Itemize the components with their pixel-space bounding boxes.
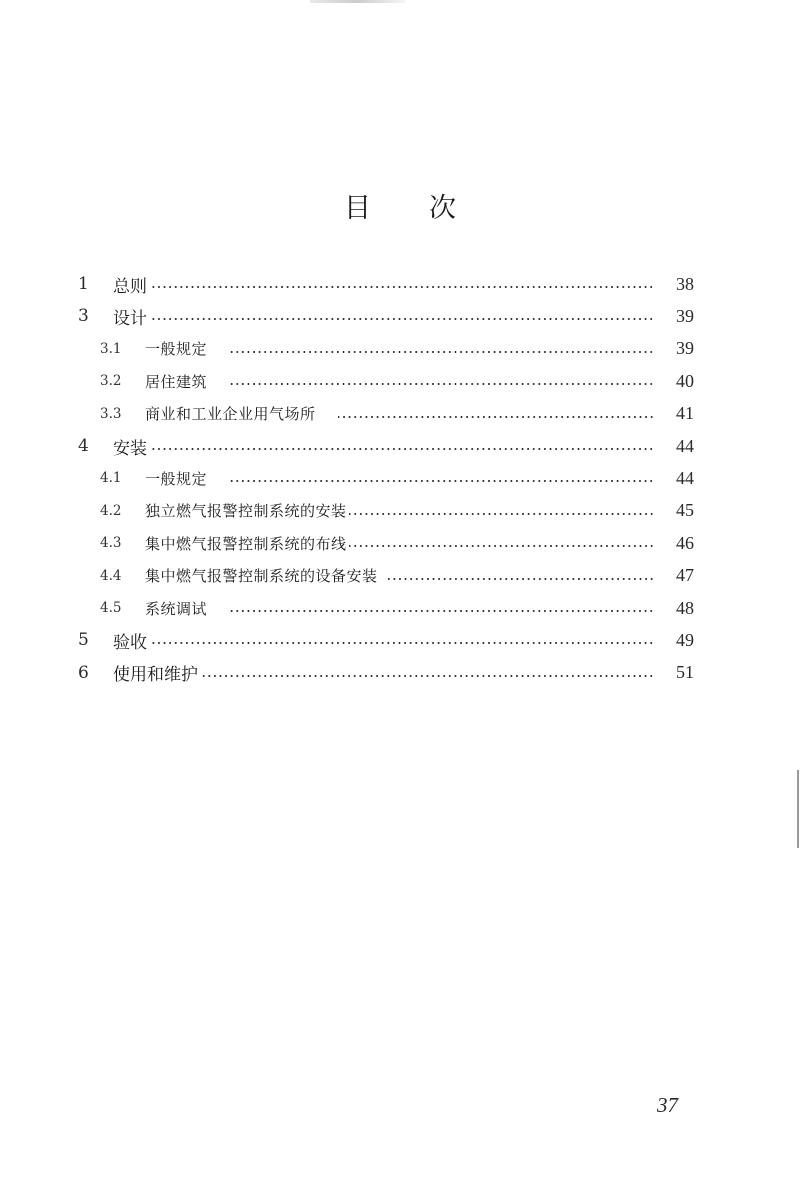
scan-artifact-edge bbox=[797, 770, 799, 848]
toc-entry-label: 验收 bbox=[113, 632, 147, 653]
toc-entry-label: 系统调试 bbox=[145, 599, 208, 618]
toc-entry[interactable] bbox=[100, 560, 694, 592]
toc-entry-page: 48 bbox=[676, 597, 694, 618]
toc-entry-number: 4.4 bbox=[100, 567, 122, 584]
dot-leader bbox=[149, 448, 654, 450]
title-char-1: 目 bbox=[344, 193, 371, 224]
toc-entry-number: 4 bbox=[78, 436, 89, 456]
toc-entry[interactable] bbox=[78, 657, 694, 689]
toc-entry-number: 4.5 bbox=[100, 600, 122, 616]
toc-entry-label: 一般规定 bbox=[145, 469, 208, 488]
toc-entry-label: 居住建筑 bbox=[145, 372, 208, 391]
dot-leader bbox=[388, 578, 654, 580]
toc-entry-label: 一般规定 bbox=[145, 340, 208, 359]
toc-entry-label: 商业和工业企业用气场所 bbox=[145, 405, 316, 424]
toc-entry-number: 4.1 bbox=[100, 470, 122, 487]
dot-leader bbox=[200, 675, 654, 677]
dot-leader bbox=[229, 351, 654, 353]
toc-entry[interactable] bbox=[78, 300, 694, 332]
toc-entry-number: 6 bbox=[78, 662, 89, 683]
dot-leader bbox=[229, 480, 654, 482]
toc-entry[interactable] bbox=[100, 495, 694, 527]
toc-entry-page: 51 bbox=[676, 662, 694, 683]
toc-entry-number: 1 bbox=[78, 274, 89, 294]
toc-entry-number: 3.1 bbox=[100, 340, 122, 357]
toc-entry[interactable] bbox=[100, 398, 694, 430]
toc-entry-page: 38 bbox=[676, 273, 694, 294]
toc-entry-page: 40 bbox=[676, 370, 694, 391]
toc-entry-page: 44 bbox=[676, 467, 694, 488]
dot-leader bbox=[149, 642, 654, 644]
toc-entry-page: 46 bbox=[676, 532, 694, 553]
dot-leader bbox=[349, 545, 654, 547]
toc-entry-number: 4.3 bbox=[100, 535, 122, 552]
toc-entry-number: 4.2 bbox=[100, 502, 122, 519]
toc-entry[interactable] bbox=[100, 462, 694, 494]
toc-entry-page: 39 bbox=[676, 305, 694, 326]
toc-entry-page: 45 bbox=[676, 500, 694, 521]
dot-leader bbox=[229, 610, 654, 612]
toc-entry-label: 总则 bbox=[113, 276, 147, 297]
page-number: 37 bbox=[657, 1093, 678, 1117]
toc-entry-page: 47 bbox=[676, 565, 694, 586]
toc-entry[interactable] bbox=[78, 430, 694, 462]
dot-leader bbox=[149, 286, 654, 288]
toc-entry-label: 集中燃气报警控制系统的设备安装 bbox=[145, 567, 378, 586]
toc-entry-page: 44 bbox=[676, 435, 694, 456]
toc-entry-page: 49 bbox=[676, 629, 694, 650]
toc-entry-number: 5 bbox=[78, 630, 89, 651]
toc-entry-number: 3.3 bbox=[100, 405, 122, 422]
toc-entry-number: 3.2 bbox=[100, 373, 122, 390]
dot-leader bbox=[349, 513, 654, 515]
toc-entry[interactable] bbox=[78, 624, 694, 656]
toc-entry[interactable] bbox=[100, 527, 694, 559]
toc-entry-label: 使用和维护 bbox=[113, 665, 198, 686]
toc-entry[interactable] bbox=[100, 333, 694, 365]
toc-entry-label: 独立燃气报警控制系统的安装 bbox=[145, 502, 347, 521]
toc-entry[interactable] bbox=[100, 365, 694, 397]
toc-entry-label: 集中燃气报警控制系统的布线 bbox=[145, 534, 347, 553]
title-char-2: 次 bbox=[429, 193, 456, 224]
dot-leader bbox=[338, 416, 654, 418]
toc-entry[interactable] bbox=[100, 592, 694, 624]
page-title bbox=[0, 186, 800, 225]
toc-entry-number: 3 bbox=[78, 306, 89, 327]
toc-entry-label: 设计 bbox=[113, 308, 147, 329]
toc-entry-page: 41 bbox=[676, 403, 694, 424]
toc-entry-label: 安装 bbox=[113, 438, 147, 459]
dot-leader bbox=[149, 318, 654, 320]
dot-leader bbox=[229, 383, 654, 385]
toc-entry-page: 39 bbox=[676, 338, 694, 359]
toc-entry[interactable] bbox=[78, 268, 694, 300]
scan-artifact-top bbox=[310, 0, 405, 3]
